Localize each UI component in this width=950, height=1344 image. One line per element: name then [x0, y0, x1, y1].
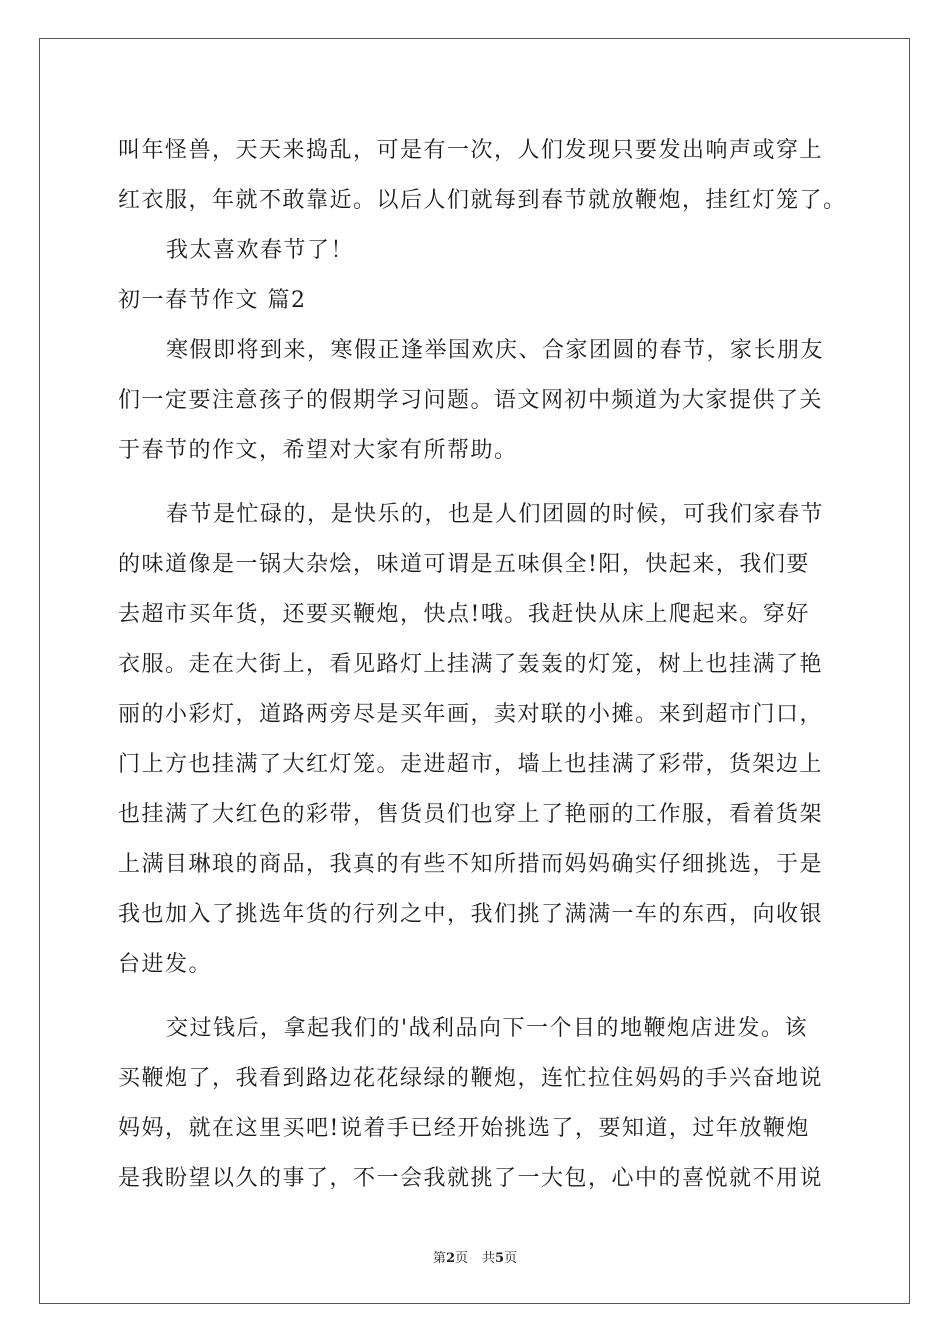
text-line: 妈妈，就在这里买吧!说着手已经开始挑选了，要知道，过年放鞭炮 [118, 1116, 810, 1141]
text-line: 的味道像是一锅大杂烩，味道可谓是五味俱全!阳，快起来，我们要 [118, 552, 810, 577]
document-body [118, 126, 847, 1204]
total-suffix: 页 [504, 1251, 518, 1266]
text-line: 交过钱后，拿起我们的'战利品向下一个目的地鞭炮店进发。该 [166, 1016, 809, 1041]
text-line: 们一定要注意孩子的假期学习问题。语文网初中频道为大家提供了关 [118, 388, 824, 413]
page-number: 2 [445, 1251, 455, 1266]
text-line: 春节是忙碌的，是快乐的，也是人们团圆的时候，可我们家春节 [166, 502, 825, 527]
text-line: 买鞭炮了，我看到路边花花绿绿的鞭炮，连忙拉住妈妈的手兴奋地说 [118, 1066, 824, 1091]
page-footer [0, 1247, 950, 1266]
page-suffix: 页 [454, 1251, 468, 1266]
text-line: 寒假即将到来，寒假正逢举国欢庆、合家团圆的春节，家长朋友 [166, 338, 825, 363]
text-line: 去超市买年货，还要买鞭炮，快点!哦。我赶快从床上爬起来。穿好 [118, 602, 810, 627]
text-line: 丽的小彩灯，道路两旁尽是买年画，卖对联的小摊。来到超市门口， [118, 702, 824, 727]
text-line: 是我盼望以久的事了，不一会我就挑了一大包，心中的喜悦就不用说 [118, 1166, 824, 1191]
text-line: 叫年怪兽，天天来捣乱，可是有一次，人们发现只要发出响声或穿上 [118, 138, 824, 163]
text-line: 门上方也挂满了大红灯笼。走进超市，墙上也挂满了彩带，货架边上 [118, 752, 824, 777]
text-line: 上满目琳琅的商品，我真的有些不知所措而妈妈确实仔细挑选，于是 [118, 852, 824, 877]
text-line: 也挂满了大红色的彩带，售货员们也穿上了艳丽的工作服，看着货架 [118, 802, 824, 827]
page-prefix: 第 [432, 1251, 446, 1266]
text-line: 我太喜欢春节了！ [166, 238, 355, 263]
text-line: 我也加入了挑选年货的行列之中，我们挑了满满一车的东西，向收银 [118, 902, 824, 927]
section-heading: 初一春节作文 篇2 [118, 288, 307, 313]
paragraph-gap [118, 990, 840, 1004]
total-pages: 5 [495, 1251, 505, 1266]
total-prefix: 共 [482, 1251, 496, 1266]
text-line: 红衣服，年就不敢靠近。以后人们就每到春节就放鞭炮，挂红灯笼了。 [118, 188, 847, 213]
text-line: 台进发。 [118, 952, 213, 977]
text-line: 于春节的作文，希望对大家有所帮助。 [118, 438, 518, 463]
text-line: 衣服。走在大街上，看见路灯上挂满了轰轰的灯笼，树上也挂满了艳 [118, 652, 824, 677]
paragraph-gap [118, 476, 840, 490]
